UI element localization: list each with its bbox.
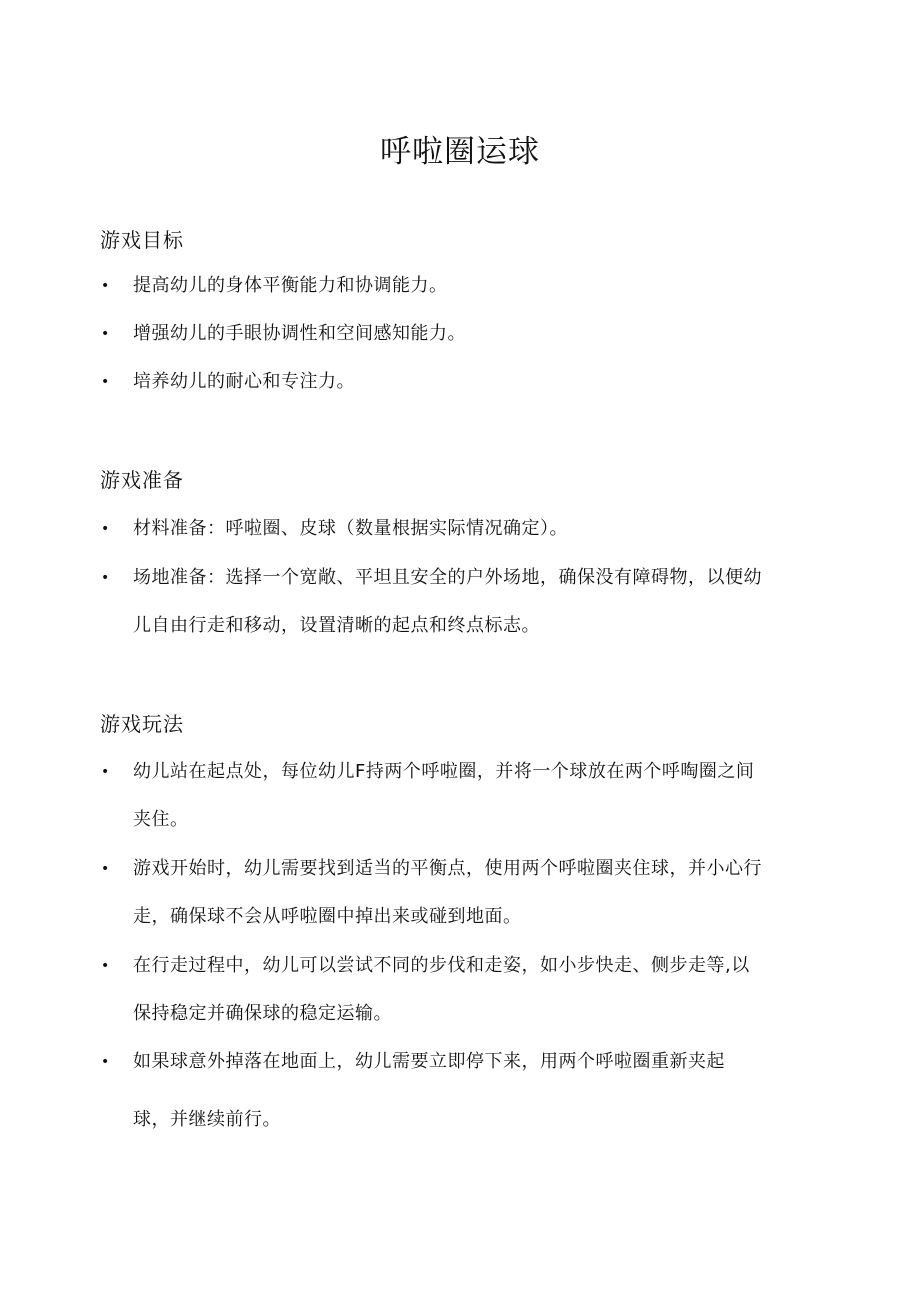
- list-item-text: 保持稳定并确保球的稳定运输。: [133, 1003, 392, 1024]
- list-item: [101, 262, 833, 310]
- list-item-text: 球，并继续前行。: [133, 1109, 281, 1130]
- list-item: [101, 942, 833, 1038]
- list-item-text: 提高幼儿的身体平衡能力和协调能力。: [133, 275, 448, 296]
- section-heading-prep: 游戏准备: [100, 468, 184, 492]
- list-item-text: 儿自由行走和移动，设置清晰的起点和终点标志。: [133, 615, 540, 636]
- list-item-text: 培养幼儿的耐心和专注力。: [133, 371, 355, 392]
- list-item: [101, 554, 833, 650]
- list-item-text: 在行走过程中，幼儿可以尝试不同的步伐和走姿，如小步快走、侧步走等,以: [133, 955, 750, 976]
- bullet-icon: •: [101, 570, 110, 586]
- list-item-text: 夹住。: [133, 809, 189, 830]
- list-item: [101, 845, 833, 941]
- list-item-text: 如果球意外掉落在地面上，幼儿需要立即停下来，用两个呼啦圈重新夹起: [133, 1051, 725, 1072]
- list-item: [101, 505, 833, 553]
- list-item: [101, 310, 833, 358]
- section-heading-play: 游戏玩法: [100, 712, 184, 736]
- list-item-text: 幼儿站在起点处，每位幼儿F持两个呼啦圈，并将一个球放在两个呼啕圈之间: [133, 761, 755, 782]
- list-item-text: 材料准备：呼啦圈、皮球（数量根据实际情况确定）。: [133, 518, 568, 539]
- list-item: [101, 1038, 833, 1144]
- bullet-icon: •: [101, 861, 110, 877]
- bullet-icon: •: [101, 1054, 110, 1070]
- list-item-text: 游戏开始时，幼儿需要找到适当的平衡点，使用两个呼啦圈夹住球，并小心行: [133, 858, 762, 879]
- bullet-icon: •: [101, 958, 110, 974]
- list-item: [101, 748, 833, 844]
- list-item-text: 走，确保球不会从呼啦圈中掉出来或碰到地面。: [133, 906, 522, 927]
- list-item-text: 增强幼儿的手眼协调性和空间感知能力。: [133, 323, 466, 344]
- bullet-icon: •: [101, 764, 110, 780]
- list-item: [101, 358, 833, 406]
- section-heading-goal: 游戏目标: [100, 228, 184, 252]
- bullet-icon: •: [101, 374, 110, 390]
- bullet-icon: •: [101, 326, 110, 342]
- bullet-icon: •: [101, 521, 110, 537]
- document-title: 呼啦圈运球: [380, 134, 540, 170]
- list-item-text: 场地准备：选择一个宽敞、平坦且安全的户外场地，确保没有障碍物，以便幼: [133, 567, 762, 588]
- bullet-icon: •: [101, 278, 110, 294]
